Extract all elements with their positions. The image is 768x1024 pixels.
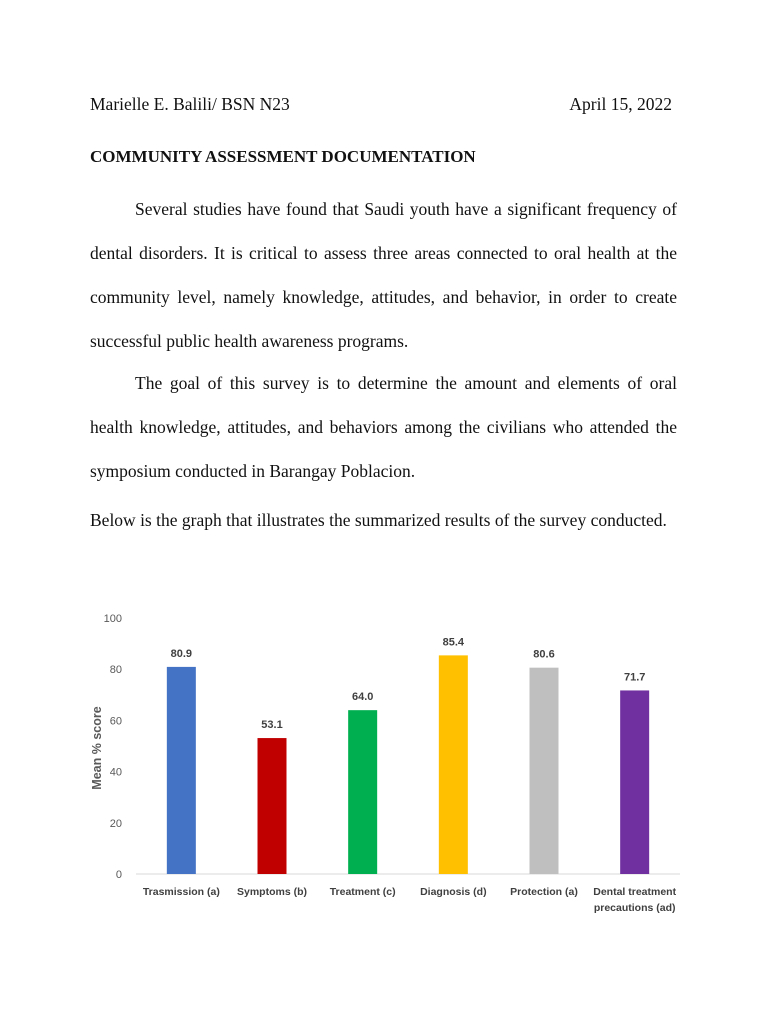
y-tick-label: 0 [115, 869, 122, 881]
data-label: 80.6 [533, 648, 555, 661]
bar-2 [258, 738, 287, 874]
bar-chart-svg [80, 600, 690, 940]
document-title: COMMUNITY ASSESSMENT DOCUMENTATION [90, 147, 476, 166]
y-tick-label: 100 [103, 613, 122, 625]
data-label: 71.7 [623, 671, 646, 684]
category-label: Trasmission (a) [142, 886, 220, 898]
y-tick-label: 80 [109, 664, 122, 677]
paragraph-graph-intro: Below is the graph that illustrates the summarized results of the survey conducted. [90, 510, 667, 530]
bar-1 [167, 667, 196, 874]
document-date: April 15, 2022 [569, 94, 672, 114]
category-label: Protection (a) [510, 886, 578, 898]
bar-6 [620, 690, 649, 874]
paragraph-intro: Several studies have found that Saudi youth have a significant frequency of dental disorders. It is critical to assess three areas connected to oral health at the community level, namely knowledge, attitudes, and behavior, in order to create successful public health awareness programs. [90, 199, 677, 351]
category-label: Dental treatment [593, 886, 677, 898]
bar-3 [348, 710, 377, 874]
y-tick-label: 20 [109, 817, 122, 830]
y-axis-label: Mean % score [90, 706, 104, 790]
category-label: Symptoms (b) [236, 886, 308, 898]
y-tick-label: 60 [109, 715, 122, 728]
data-label: 80.9 [170, 647, 193, 660]
y-tick-label: 40 [109, 766, 122, 779]
data-label: 64.0 [351, 691, 374, 704]
data-label: 53.1 [261, 719, 283, 732]
survey-results-chart [80, 600, 690, 940]
author-line: Marielle E. Balili/ BSN N23 [90, 94, 290, 114]
category-label: Diagnosis (d) [420, 886, 487, 898]
paragraph-goal: The goal of this survey is to determine the amount and elements of oral health knowledge, attitudes, and behaviors among the civilians who attended the symposium conducted in Barangay Poblacion. [90, 373, 677, 481]
bar-5 [530, 668, 559, 874]
data-label: 85.4 [442, 636, 465, 649]
bar-4 [439, 655, 468, 874]
category-label: Treatment (c) [329, 886, 396, 898]
category-label: precautions (ad) [593, 902, 676, 914]
